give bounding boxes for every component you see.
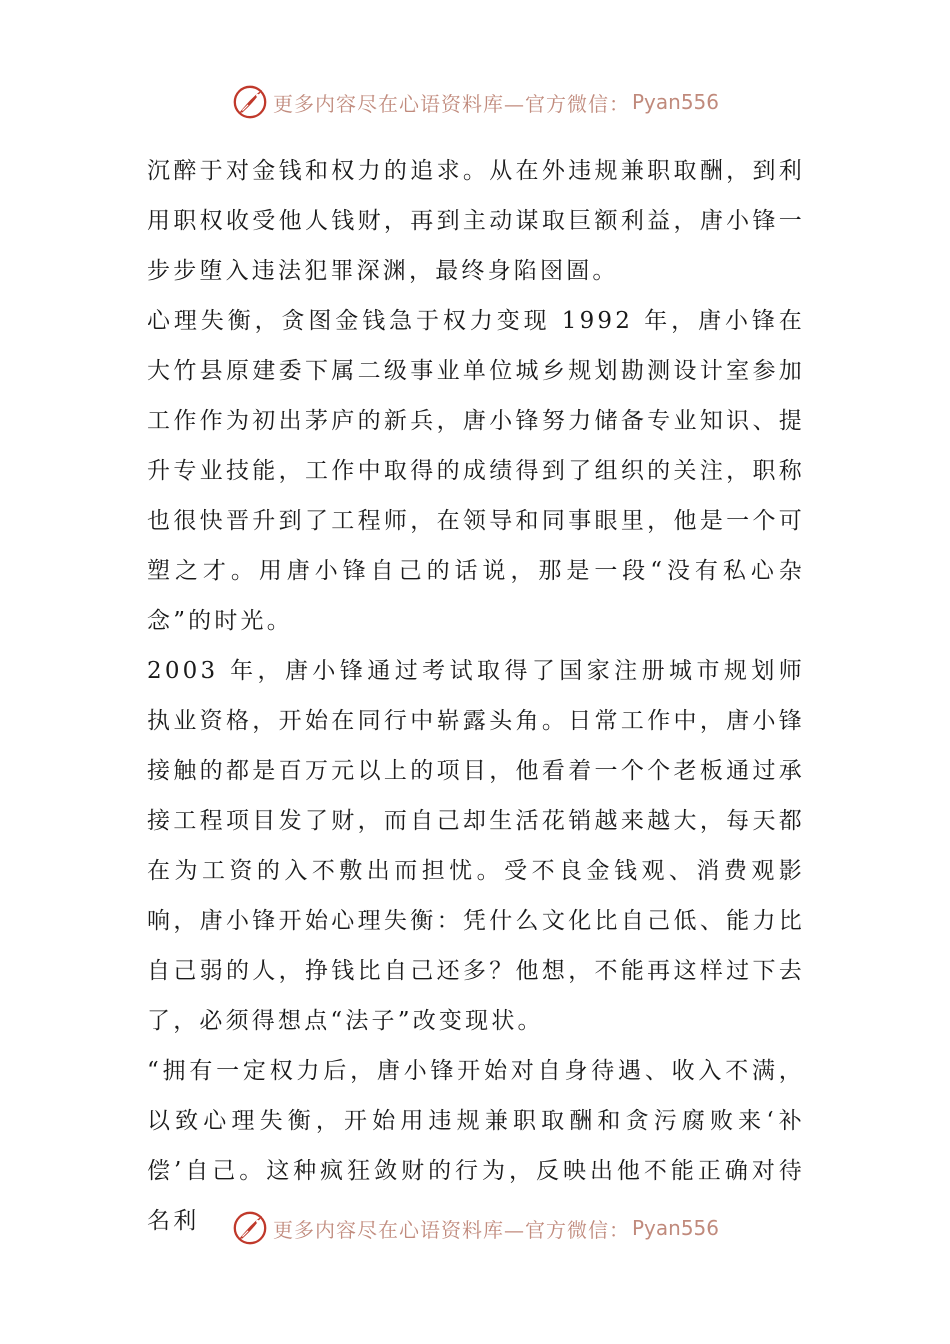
- paragraph-4: “拥有一定权力后，唐小锋开始对自身待遇、收入不满，以致心理失衡，开始用违规兼职取酬和贪污腐败来‘补偿’自己。这种疯狂敛财的行为，反映出他不能正确对待名利: [147, 1058, 805, 1234]
- watermark-wechat-id: Pyan556: [631, 1216, 719, 1240]
- paragraph-2: 心理失衡，贪图金钱急于权力变现 1992 年，唐小锋在大竹县原建委下属二级事业单位城乡规划勘测设计室参加工作作为初出茅庐的新兵，唐小锋努力储备专业知识、提升专业技能，工作中取得的成绩得到了组织的关注，职称也很快晋升到了工程师，在领导和同事眼里，他是一个可塑之才。用唐小锋自己的话说，那是一段“没有私心杂念”的时光。: [147, 308, 805, 634]
- watermark-site-text: 更多内容尽在心语资料库—官方微信：: [272, 1217, 630, 1242]
- paragraph-1: 沉醉于对金钱和权力的追求。从在外违规兼职取酬，到利用职权收受他人钱财，再到主动谋取巨额利益，唐小锋一步步堕入违法犯罪深渊，最终身陷囹圄。: [147, 158, 805, 284]
- watermark-wechat-id: Pyan556: [631, 90, 719, 114]
- quill-pen-logo-icon: [231, 83, 269, 121]
- quill-pen-logo-icon: [231, 1209, 269, 1247]
- paragraph-3: 2003 年，唐小锋通过考试取得了国家注册城市规划师执业资格，开始在同行中崭露头角。日常工作中，唐小锋接触的都是百万元以上的项目，他看着一个个老板通过承接工程项目发了财，而自己却生活花销越来越大，每天都在为工资的入不敷出而担忧。受不良金钱观、消费观影响，唐小锋开始心理失衡：凭什么文化比自己低、能力比自己弱的人，挣钱比自己还多？他想，不能再这样过下去了，必须得想点“法子”改变现状。: [147, 658, 805, 1034]
- document-body: [147, 146, 805, 1246]
- watermark-site-text: 更多内容尽在心语资料库—官方微信：: [272, 91, 630, 116]
- header-watermark: [0, 82, 950, 122]
- footer-watermark: [0, 1208, 950, 1248]
